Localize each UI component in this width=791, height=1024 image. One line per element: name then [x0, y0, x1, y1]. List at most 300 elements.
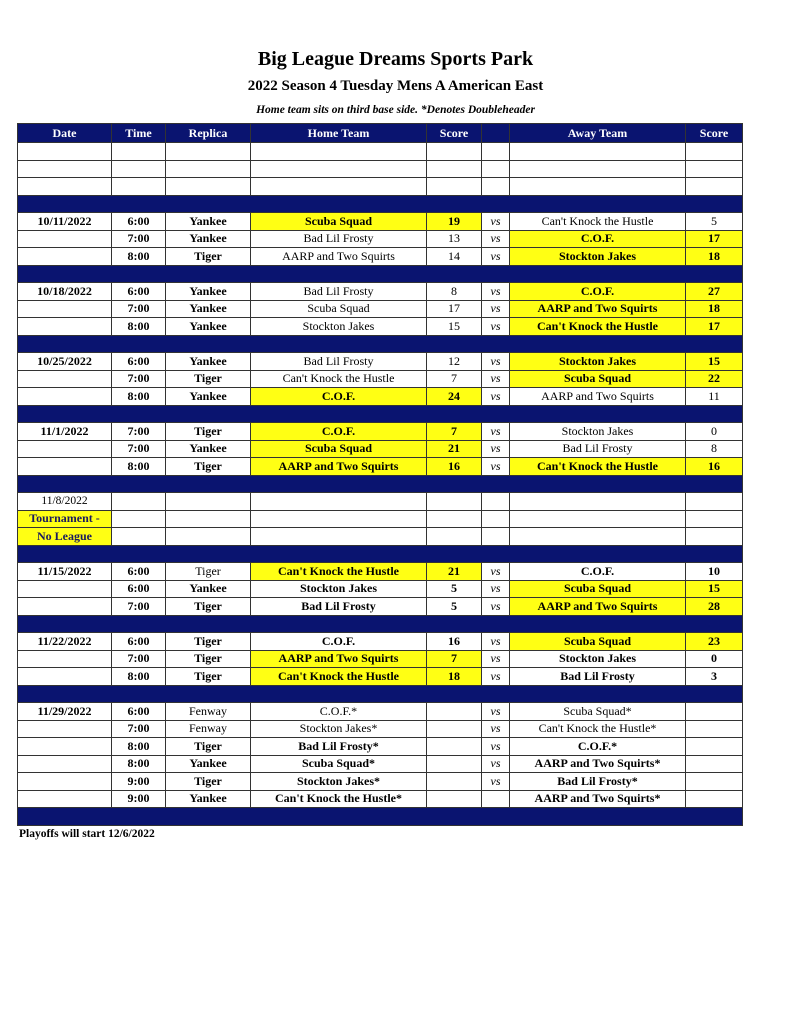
separator-row — [18, 265, 743, 283]
date-cell — [18, 248, 112, 266]
separator-cell — [18, 685, 743, 703]
away-team-cell: AARP and Two Squirts — [510, 300, 686, 318]
col-header-away-team: Away Team — [510, 124, 686, 143]
replica-cell: Tiger — [166, 370, 251, 388]
blank-cell — [686, 510, 743, 528]
replica-cell: Tiger — [166, 650, 251, 668]
away-score-cell: 17 — [686, 230, 743, 248]
game-row — [18, 563, 743, 581]
home-team-cell: Can't Knock the Hustle — [251, 668, 427, 686]
time-cell: 6:00 — [112, 213, 166, 231]
home-score-cell: 7 — [427, 370, 482, 388]
replica-cell: Yankee — [166, 790, 251, 808]
time-cell: 6:00 — [112, 283, 166, 301]
home-team-cell: Bad Lil Frosty* — [251, 738, 427, 756]
date-cell: 10/11/2022 — [18, 213, 112, 231]
blank-cell — [166, 178, 251, 196]
blank-cell — [510, 528, 686, 546]
date-cell — [18, 230, 112, 248]
away-team-cell: Bad Lil Frosty* — [510, 773, 686, 791]
home-team-cell: Scuba Squad* — [251, 755, 427, 773]
separator-cell — [18, 335, 743, 353]
home-score-cell: 24 — [427, 388, 482, 406]
vs-cell: vs — [482, 213, 510, 231]
blank-row — [18, 143, 743, 161]
away-team-cell: Scuba Squad* — [510, 703, 686, 721]
time-cell: 8:00 — [112, 388, 166, 406]
replica-cell: Tiger — [166, 423, 251, 441]
date-cell — [18, 598, 112, 616]
home-team-cell: Can't Knock the Hustle — [251, 563, 427, 581]
home-team-cell: Stockton Jakes — [251, 318, 427, 336]
time-cell: 6:00 — [112, 353, 166, 371]
replica-cell: Tiger — [166, 563, 251, 581]
home-score-cell: 19 — [427, 213, 482, 231]
game-row — [18, 318, 743, 336]
blank-cell — [112, 143, 166, 161]
vs-cell: vs — [482, 300, 510, 318]
game-row — [18, 458, 743, 476]
tournament-label: No League — [18, 528, 112, 546]
date-cell — [18, 755, 112, 773]
blank-cell — [427, 493, 482, 511]
time-cell: 6:00 — [112, 563, 166, 581]
away-team-cell: C.O.F.* — [510, 738, 686, 756]
home-score-cell: 5 — [427, 580, 482, 598]
blank-cell — [112, 528, 166, 546]
blank-cell — [427, 143, 482, 161]
date-cell — [18, 580, 112, 598]
replica-cell: Yankee — [166, 300, 251, 318]
home-score-cell: 7 — [427, 423, 482, 441]
blank-cell — [251, 510, 427, 528]
vs-cell: vs — [482, 598, 510, 616]
away-score-cell: 11 — [686, 388, 743, 406]
vs-cell: vs — [482, 230, 510, 248]
replica-cell: Tiger — [166, 738, 251, 756]
blank-cell — [686, 528, 743, 546]
blank-cell — [251, 528, 427, 546]
separator-cell — [18, 405, 743, 423]
blank-cell — [427, 178, 482, 196]
away-team-cell: Can't Knock the Hustle — [510, 318, 686, 336]
blank-cell — [251, 143, 427, 161]
game-row — [18, 213, 743, 231]
schedule-body — [18, 143, 743, 826]
tournament-row — [18, 528, 743, 546]
away-team-cell: Scuba Squad — [510, 633, 686, 651]
vs-cell: vs — [482, 388, 510, 406]
time-cell: 6:00 — [112, 703, 166, 721]
vs-cell: vs — [482, 563, 510, 581]
blank-cell — [427, 160, 482, 178]
home-score-cell — [427, 790, 482, 808]
blank-cell — [482, 510, 510, 528]
vs-cell: vs — [482, 580, 510, 598]
tournament-label: Tournament - — [18, 510, 112, 528]
home-team-cell: C.O.F. — [251, 423, 427, 441]
replica-cell: Yankee — [166, 213, 251, 231]
blank-cell — [427, 528, 482, 546]
blank-cell — [686, 160, 743, 178]
date-cell — [18, 790, 112, 808]
game-row — [18, 633, 743, 651]
away-score-cell — [686, 720, 743, 738]
date-cell — [18, 738, 112, 756]
home-team-cell: Stockton Jakes — [251, 580, 427, 598]
game-row — [18, 230, 743, 248]
home-score-cell: 12 — [427, 353, 482, 371]
blank-cell — [510, 178, 686, 196]
home-team-cell: Can't Knock the Hustle* — [251, 790, 427, 808]
game-row — [18, 668, 743, 686]
separator-cell — [18, 265, 743, 283]
replica-cell: Tiger — [166, 633, 251, 651]
away-score-cell — [686, 738, 743, 756]
home-team-cell: AARP and Two Squirts — [251, 650, 427, 668]
game-row — [18, 650, 743, 668]
col-header-home-team: Home Team — [251, 124, 427, 143]
home-score-cell — [427, 738, 482, 756]
home-score-cell — [427, 773, 482, 791]
blank-cell — [18, 143, 112, 161]
away-team-cell: Can't Knock the Hustle* — [510, 720, 686, 738]
vs-cell: vs — [482, 423, 510, 441]
time-cell: 7:00 — [112, 370, 166, 388]
separator-row — [18, 405, 743, 423]
time-cell: 7:00 — [112, 423, 166, 441]
blank-cell — [686, 143, 743, 161]
date-cell: 11/15/2022 — [18, 563, 112, 581]
away-team-cell: C.O.F. — [510, 563, 686, 581]
replica-cell: Yankee — [166, 388, 251, 406]
date-cell: 11/29/2022 — [18, 703, 112, 721]
separator-row — [18, 615, 743, 633]
date-cell — [18, 458, 112, 476]
date-cell: 11/8/2022 — [18, 493, 112, 511]
footer-note: Playoffs will start 12/6/2022 — [19, 828, 155, 840]
time-cell: 9:00 — [112, 790, 166, 808]
time-cell: 7:00 — [112, 720, 166, 738]
blank-cell — [510, 160, 686, 178]
away-score-cell: 28 — [686, 598, 743, 616]
home-score-cell: 15 — [427, 318, 482, 336]
away-team-cell: Stockton Jakes — [510, 353, 686, 371]
blank-cell — [251, 160, 427, 178]
blank-cell — [482, 160, 510, 178]
game-row — [18, 283, 743, 301]
vs-cell: vs — [482, 703, 510, 721]
header-row — [18, 124, 743, 143]
home-score-cell — [427, 720, 482, 738]
time-cell: 6:00 — [112, 580, 166, 598]
home-team-cell: Scuba Squad — [251, 300, 427, 318]
vs-cell: vs — [482, 755, 510, 773]
away-team-cell: Can't Knock the Hustle — [510, 213, 686, 231]
col-header-home-score: Score — [427, 124, 482, 143]
blank-cell — [686, 493, 743, 511]
time-cell: 8:00 — [112, 458, 166, 476]
replica-cell: Yankee — [166, 318, 251, 336]
home-score-cell: 14 — [427, 248, 482, 266]
vs-cell: vs — [482, 370, 510, 388]
blank-cell — [251, 178, 427, 196]
away-score-cell: 27 — [686, 283, 743, 301]
blank-cell — [18, 178, 112, 196]
away-team-cell: AARP and Two Squirts — [510, 388, 686, 406]
vs-cell — [482, 790, 510, 808]
game-row — [18, 790, 743, 808]
away-score-cell: 15 — [686, 353, 743, 371]
separator-row — [18, 335, 743, 353]
away-team-cell: AARP and Two Squirts — [510, 598, 686, 616]
game-row — [18, 388, 743, 406]
blank-cell — [251, 493, 427, 511]
replica-cell: Tiger — [166, 668, 251, 686]
blank-cell — [166, 143, 251, 161]
vs-cell: vs — [482, 283, 510, 301]
home-score-cell: 13 — [427, 230, 482, 248]
game-row — [18, 370, 743, 388]
away-score-cell: 23 — [686, 633, 743, 651]
home-team-cell: AARP and Two Squirts — [251, 248, 427, 266]
game-row — [18, 440, 743, 458]
tournament-row — [18, 510, 743, 528]
away-score-cell — [686, 790, 743, 808]
date-cell: 11/22/2022 — [18, 633, 112, 651]
separator-cell — [18, 615, 743, 633]
home-team-cell: Scuba Squad — [251, 440, 427, 458]
vs-cell: vs — [482, 738, 510, 756]
away-team-cell: Scuba Squad — [510, 370, 686, 388]
blank-cell — [510, 493, 686, 511]
time-cell: 7:00 — [112, 230, 166, 248]
col-header-away-score: Score — [686, 124, 743, 143]
home-score-cell: 7 — [427, 650, 482, 668]
home-score-cell: 18 — [427, 668, 482, 686]
col-header-date: Date — [18, 124, 112, 143]
home-score-cell: 17 — [427, 300, 482, 318]
blank-cell — [166, 493, 251, 511]
away-team-cell: C.O.F. — [510, 283, 686, 301]
away-score-cell: 5 — [686, 213, 743, 231]
vs-cell: vs — [482, 633, 510, 651]
blank-cell — [166, 510, 251, 528]
time-cell: 8:00 — [112, 248, 166, 266]
blank-cell — [112, 160, 166, 178]
away-team-cell: Bad Lil Frosty — [510, 668, 686, 686]
away-score-cell: 17 — [686, 318, 743, 336]
date-cell: 10/25/2022 — [18, 353, 112, 371]
separator-row — [18, 685, 743, 703]
blank-cell — [482, 178, 510, 196]
game-row — [18, 248, 743, 266]
home-score-cell: 21 — [427, 563, 482, 581]
separator-cell — [18, 808, 743, 826]
time-cell: 6:00 — [112, 633, 166, 651]
blank-cell — [482, 528, 510, 546]
col-header-time: Time — [112, 124, 166, 143]
date-cell — [18, 773, 112, 791]
date-cell — [18, 370, 112, 388]
game-row — [18, 773, 743, 791]
separator-row — [18, 808, 743, 826]
blank-row — [18, 178, 743, 196]
home-team-cell: C.O.F.* — [251, 703, 427, 721]
time-cell: 7:00 — [112, 300, 166, 318]
time-cell: 7:00 — [112, 650, 166, 668]
home-score-cell: 16 — [427, 633, 482, 651]
blank-cell — [686, 178, 743, 196]
replica-cell: Tiger — [166, 248, 251, 266]
replica-cell: Tiger — [166, 458, 251, 476]
vs-cell: vs — [482, 458, 510, 476]
home-score-cell: 5 — [427, 598, 482, 616]
tournament-date-row — [18, 493, 743, 511]
separator-cell — [18, 195, 743, 213]
home-score-cell — [427, 755, 482, 773]
replica-cell: Fenway — [166, 703, 251, 721]
blank-cell — [510, 143, 686, 161]
page-subtitle: 2022 Season 4 Tuesday Mens A American East — [247, 78, 544, 94]
blank-cell — [510, 510, 686, 528]
blank-cell — [112, 510, 166, 528]
away-score-cell: 16 — [686, 458, 743, 476]
home-team-cell: Bad Lil Frosty — [251, 230, 427, 248]
game-row — [18, 738, 743, 756]
time-cell: 7:00 — [112, 440, 166, 458]
date-cell — [18, 720, 112, 738]
blank-cell — [166, 528, 251, 546]
col-header-vs — [482, 124, 510, 143]
game-row — [18, 423, 743, 441]
date-cell — [18, 388, 112, 406]
game-row — [18, 353, 743, 371]
vs-cell: vs — [482, 720, 510, 738]
away-team-cell: Can't Knock the Hustle — [510, 458, 686, 476]
vs-cell: vs — [482, 440, 510, 458]
home-team-cell: Stockton Jakes* — [251, 773, 427, 791]
away-score-cell — [686, 755, 743, 773]
time-cell: 8:00 — [112, 668, 166, 686]
away-score-cell: 22 — [686, 370, 743, 388]
replica-cell: Yankee — [166, 230, 251, 248]
away-team-cell: C.O.F. — [510, 230, 686, 248]
col-header-replica: Replica — [166, 124, 251, 143]
game-row — [18, 300, 743, 318]
away-score-cell: 0 — [686, 423, 743, 441]
away-score-cell: 3 — [686, 668, 743, 686]
game-row — [18, 598, 743, 616]
date-cell — [18, 650, 112, 668]
blank-row — [18, 160, 743, 178]
away-score-cell: 0 — [686, 650, 743, 668]
home-team-cell: C.O.F. — [251, 633, 427, 651]
date-cell — [18, 300, 112, 318]
away-team-cell: AARP and Two Squirts* — [510, 790, 686, 808]
home-score-cell: 21 — [427, 440, 482, 458]
replica-cell: Tiger — [166, 773, 251, 791]
blank-cell — [112, 178, 166, 196]
home-score-cell: 16 — [427, 458, 482, 476]
away-score-cell: 18 — [686, 300, 743, 318]
vs-cell: vs — [482, 353, 510, 371]
separator-row — [18, 475, 743, 493]
away-score-cell — [686, 773, 743, 791]
vs-cell: vs — [482, 318, 510, 336]
time-cell: 8:00 — [112, 738, 166, 756]
vs-cell: vs — [482, 773, 510, 791]
time-cell: 7:00 — [112, 598, 166, 616]
date-cell: 11/1/2022 — [18, 423, 112, 441]
away-team-cell: Stockton Jakes — [510, 650, 686, 668]
time-cell: 9:00 — [112, 773, 166, 791]
blank-cell — [166, 160, 251, 178]
separator-row — [18, 195, 743, 213]
date-cell — [18, 318, 112, 336]
replica-cell: Yankee — [166, 755, 251, 773]
away-score-cell — [686, 703, 743, 721]
page-title: Big League Dreams Sports Park — [257, 48, 534, 70]
blank-cell — [112, 493, 166, 511]
blank-cell — [482, 493, 510, 511]
replica-cell: Fenway — [166, 720, 251, 738]
home-team-cell: Stockton Jakes* — [251, 720, 427, 738]
away-score-cell: 18 — [686, 248, 743, 266]
home-team-cell: AARP and Two Squirts — [251, 458, 427, 476]
replica-cell: Yankee — [166, 580, 251, 598]
home-team-cell: Can't Knock the Hustle — [251, 370, 427, 388]
away-team-cell: AARP and Two Squirts* — [510, 755, 686, 773]
time-cell: 8:00 — [112, 318, 166, 336]
game-row — [18, 720, 743, 738]
vs-cell: vs — [482, 650, 510, 668]
page-note: Home team sits on third base side. *Denotes Doubleheader — [256, 104, 535, 116]
replica-cell: Tiger — [166, 598, 251, 616]
game-row — [18, 703, 743, 721]
blank-cell — [18, 160, 112, 178]
schedule-table — [17, 123, 743, 826]
separator-cell — [18, 475, 743, 493]
home-team-cell: Bad Lil Frosty — [251, 283, 427, 301]
game-row — [18, 580, 743, 598]
time-cell: 8:00 — [112, 755, 166, 773]
replica-cell: Yankee — [166, 283, 251, 301]
date-cell — [18, 668, 112, 686]
blank-cell — [427, 510, 482, 528]
blank-cell — [482, 143, 510, 161]
home-team-cell: C.O.F. — [251, 388, 427, 406]
game-row — [18, 755, 743, 773]
replica-cell: Yankee — [166, 440, 251, 458]
vs-cell: vs — [482, 248, 510, 266]
replica-cell: Yankee — [166, 353, 251, 371]
home-score-cell: 8 — [427, 283, 482, 301]
home-team-cell: Bad Lil Frosty — [251, 353, 427, 371]
home-score-cell — [427, 703, 482, 721]
away-score-cell: 15 — [686, 580, 743, 598]
separator-row — [18, 545, 743, 563]
date-cell — [18, 440, 112, 458]
home-team-cell: Bad Lil Frosty — [251, 598, 427, 616]
away-team-cell: Stockton Jakes — [510, 248, 686, 266]
away-team-cell: Stockton Jakes — [510, 423, 686, 441]
separator-cell — [18, 545, 743, 563]
away-team-cell: Bad Lil Frosty — [510, 440, 686, 458]
home-team-cell: Scuba Squad — [251, 213, 427, 231]
away-score-cell: 8 — [686, 440, 743, 458]
away-score-cell: 10 — [686, 563, 743, 581]
